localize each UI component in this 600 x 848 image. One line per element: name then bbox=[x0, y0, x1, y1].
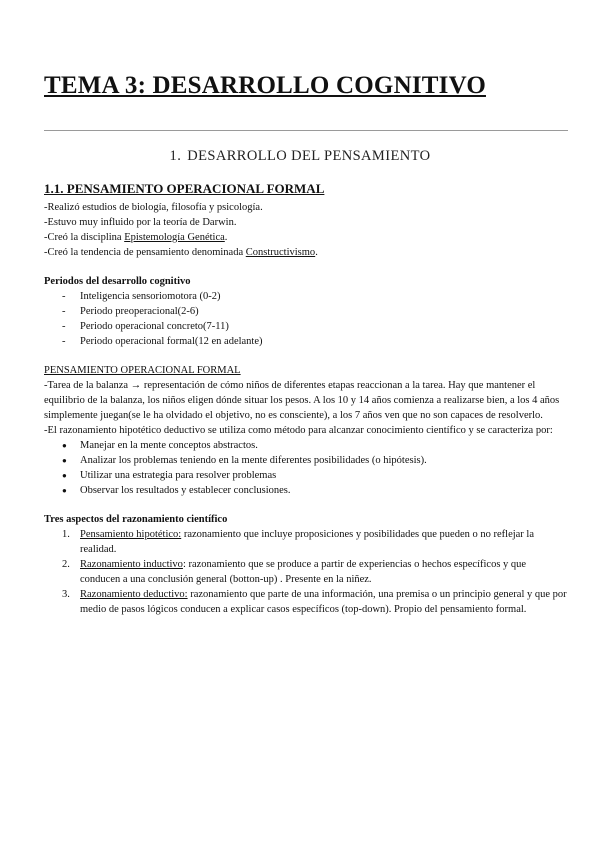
term-constructivismo: Constructivismo bbox=[245, 247, 316, 258]
section-number: 1. bbox=[169, 148, 182, 164]
formal-paragraph: -Tarea de la balanza → representación de cómo niños de diferentes etapas reaccionan a la tarea. Hay que mantener el equilibrio de la balanza, los niños eligen dónde situar los pesos. A los 10 y 14 años comienza a realizarse bien, a los 4 años simplemente juegan(se le ha olvidado el objetivo, no es consciente), a los 7 años ven que no son capaces de resolverlo. bbox=[44, 380, 560, 421]
aspects-list bbox=[44, 527, 568, 617]
item-term: Pensamiento hipotético: bbox=[80, 529, 182, 540]
aspects-heading: Tres aspectos del razonamiento científico bbox=[44, 514, 228, 525]
list-item: ● Observar los resultados y establecer conclusiones. bbox=[62, 483, 568, 498]
intro-text: -Creó la disciplina bbox=[44, 232, 125, 243]
list-item: - Periodo operacional formal(12 en adelante) bbox=[62, 334, 568, 349]
document-body bbox=[44, 180, 568, 617]
intro-text: . bbox=[315, 247, 318, 258]
item-text: razonamiento que incluye proposiciones y posibilidades que pueden o no reflejar la realidad. bbox=[80, 529, 535, 555]
item-text: razonamiento que parte de una información, una premisa o un principio general y que por medio de pasos lógicos conducen a explicar casos específicos (top-down). Propio del pensamiento formal. bbox=[80, 589, 567, 615]
horizontal-divider bbox=[44, 130, 568, 131]
list-item: ● Manejar en la mente conceptos abstractos. bbox=[62, 438, 568, 453]
list-item: - Periodo operacional concreto(7-11) bbox=[62, 319, 568, 334]
intro-line: -Estuvo muy influido por la teoría de Darwin. bbox=[44, 217, 237, 228]
periods-heading: Periodos del desarrollo cognitivo bbox=[44, 276, 191, 287]
page-title: TEMA 3: DESARROLLO COGNITIVO bbox=[44, 72, 486, 99]
list-item: ● Utilizar una estrategia para resolver problemas bbox=[62, 468, 568, 483]
item-number: 1. bbox=[62, 529, 70, 540]
section-title-text: DESARROLLO DEL PENSAMIENTO bbox=[187, 148, 431, 164]
item-number: 2. bbox=[62, 559, 70, 570]
item-term: Razonamiento inductivo bbox=[80, 559, 183, 570]
list-item bbox=[62, 587, 568, 617]
item-term: Razonamiento deductivo: bbox=[80, 589, 188, 600]
list-item: - Inteligencia sensoriomotora (0-2) bbox=[62, 289, 568, 304]
intro-line bbox=[44, 230, 568, 245]
item-number: 3. bbox=[62, 589, 70, 600]
list-item: - Periodo preoperacional(2-6) bbox=[62, 304, 568, 319]
periods-list bbox=[44, 289, 568, 349]
formal-paragraph: -El razonamiento hipotético deductivo se utiliza como método para alcanzar conocimiento científico y se caracteriza por: bbox=[44, 425, 553, 436]
list-item: ● Analizar los problemas teniendo en la mente diferentes posibilidades (o hipótesis). bbox=[62, 453, 568, 468]
formal-heading: PENSAMIENTO OPERACIONAL FORMAL bbox=[44, 365, 241, 376]
section-heading bbox=[0, 148, 600, 165]
intro-text: -Creó la tendencia de pensamiento denominada bbox=[44, 247, 246, 258]
intro-line: -Realizó estudios de biología, filosofía y psicología. bbox=[44, 202, 263, 213]
term-epistemologia: Epistemología Genética bbox=[124, 232, 225, 243]
list-item bbox=[62, 557, 568, 587]
intro-text: . bbox=[224, 232, 228, 243]
list-item bbox=[62, 527, 568, 557]
characteristics-list bbox=[44, 438, 568, 498]
item-text: : razonamiento que se produce a partir de experiencias o hechos específicos y que conducen a una conclusión general (botton-up) . Presente en la niñez. bbox=[80, 559, 527, 585]
intro-line bbox=[44, 245, 568, 260]
subsection-heading: 1.1. PENSAMIENTO OPERACIONAL FORMAL bbox=[44, 181, 325, 196]
